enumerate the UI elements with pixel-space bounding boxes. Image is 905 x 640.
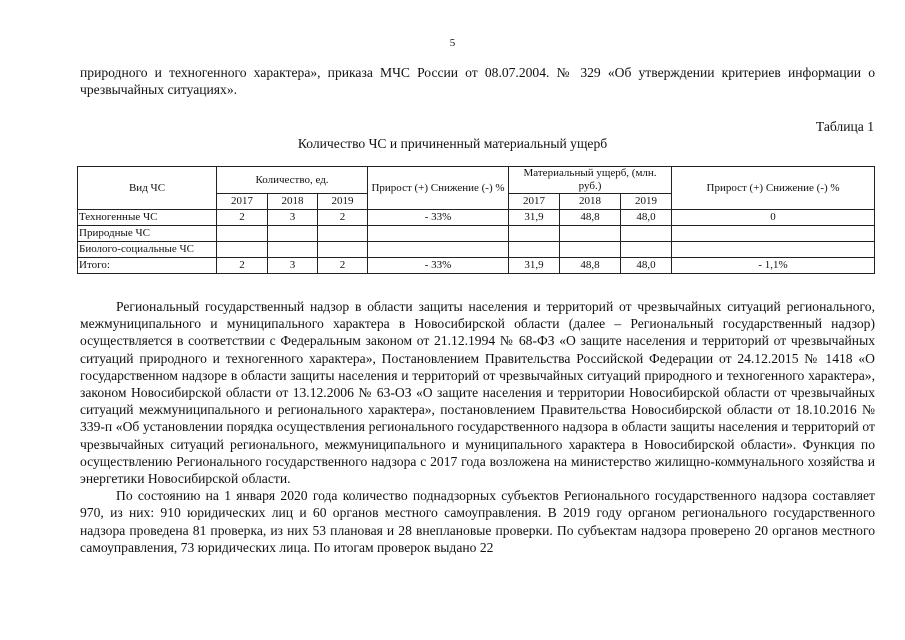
body-text	[80, 298, 875, 556]
table-cell: 3	[268, 258, 318, 274]
table-cell	[560, 226, 621, 242]
table-cell: 2	[318, 258, 368, 274]
table-row	[78, 242, 875, 258]
table-cell: Итого:	[78, 258, 217, 274]
table-cell: 48,0	[621, 258, 672, 274]
table-cell: Техногенные ЧС	[78, 210, 217, 226]
table-cell: 31,9	[509, 210, 560, 226]
table-cell: 2	[217, 258, 268, 274]
table-row	[78, 226, 875, 242]
table-cell: Биолого-социальные ЧС	[78, 242, 217, 258]
table-cell: 31,9	[509, 258, 560, 274]
table-cell: 48,8	[560, 258, 621, 274]
table-cell	[217, 226, 268, 242]
table-cell	[217, 242, 268, 258]
header-year-damage-2017: 2017	[509, 194, 560, 210]
table-cell: 48,0	[621, 210, 672, 226]
table-cell	[318, 226, 368, 242]
header-year-damage-2018: 2018	[560, 194, 621, 210]
table-cell	[621, 226, 672, 242]
table-cell: 48,8	[560, 210, 621, 226]
table-cell: 3	[268, 210, 318, 226]
table-cell: - 33%	[368, 258, 509, 274]
table-cell	[509, 242, 560, 258]
table-cell: 2	[318, 210, 368, 226]
header-count: Количество, ед.	[217, 167, 368, 194]
header-year-count-2017: 2017	[217, 194, 268, 210]
table-row	[78, 210, 875, 226]
table-cell	[672, 242, 875, 258]
table-cell	[560, 242, 621, 258]
header-year-damage-2019: 2019	[621, 194, 672, 210]
table-cell	[621, 242, 672, 258]
table-cell	[509, 226, 560, 242]
header-growth-count: Прирост (+) Снижение (-) %	[368, 167, 509, 210]
table-cell	[268, 226, 318, 242]
table-cell: Природные ЧС	[78, 226, 217, 242]
table-cell	[368, 226, 509, 242]
header-year-count-2019: 2019	[318, 194, 368, 210]
table-cell	[672, 226, 875, 242]
table-cell	[368, 242, 509, 258]
paragraph: Региональный государственный надзор в области защиты населения и территорий от чрезвычайных ситуаций регионального, межмуниципального и муниципального характера в Новосибирской области (далее – Региональный государственный надзор) осуществляется в соответствии с Федеральным законом от 21.12.1994 № 68-ФЗ «О защите населения и территорий от чрезвычайных ситуаций природного и техногенного характера», Постановлением Правительства Российской Федерации от 24.12.2015 № 1418 «О государственном надзоре в области защиты населения и территорий от чрезвычайных ситуаций природного и техногенного характера», законом Новосибирской области от 13.12.2006 № 63-ОЗ «О защите населения и территории Новосибирской области от чрезвычайных ситуаций межмуниципального и регионального характера», постановлением Правительства Новосибирской области от 18.10.2016 № 339-п «Об установлении порядка осуществления регионального государственного надзора в области защиты населения и территорий от чрезвычайных ситуаций регионального, межмуниципального и муниципального характера в Новосибирской области». Функция по осуществлению Регионального государственного надзора с 2017 года возложена на министерство жилищно-коммунального хозяйства и энергетики Новосибирской области.	[80, 299, 875, 487]
table-cell	[318, 242, 368, 258]
table-row-total	[78, 258, 875, 274]
header-type: Вид ЧС	[78, 167, 217, 210]
table-title: Количество ЧС и причиненный материальный ущерб	[297, 136, 608, 151]
table-cell: 0	[672, 210, 875, 226]
header-growth-damage: Прирост (+) Снижение (-) %	[672, 167, 875, 210]
table-cell: - 33%	[368, 210, 509, 226]
page-number: 5	[449, 37, 456, 49]
table-label: Таблица 1	[815, 119, 874, 134]
table-cell: - 1,1%	[672, 258, 875, 274]
header-damage: Материальный ущерб, (млн. руб.)	[509, 167, 672, 194]
table-cell	[268, 242, 318, 258]
emergency-table	[77, 166, 875, 274]
table-cell: 2	[217, 210, 268, 226]
intro-paragraph: природного и техногенного характера», приказа МЧС России от 08.07.2004. № 329 «Об утверждении критериев информации о чрезвычайных ситуациях».	[80, 65, 875, 97]
paragraph: По состоянию на 1 января 2020 года количество поднадзорных субъектов Регионального государственного надзора составляет 970, из них: 910 юридических лиц и 60 органов местного самоуправления. В 2019 году органом регионального государственного надзора проведена 81 проверка, из них 53 плановая и 28 внеплановые проверки. По субъектам надзора проверено 20 органов местного самоуправления, 73 юридических лица. По итогам проверок выдано 22	[80, 488, 875, 555]
header-year-count-2018: 2018	[268, 194, 318, 210]
